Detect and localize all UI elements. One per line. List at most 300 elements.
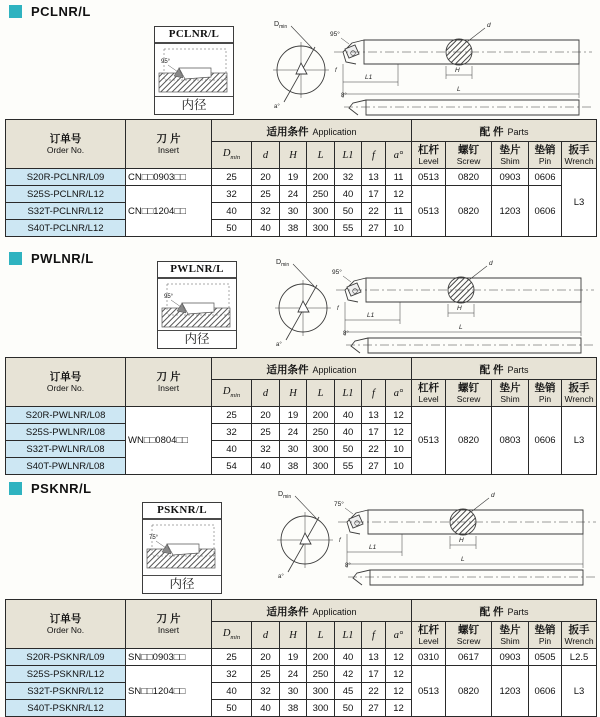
header-order-no-en: Order No. bbox=[46, 625, 85, 635]
header-dim-a: a° bbox=[386, 380, 412, 407]
value-cell: 24 bbox=[280, 666, 307, 683]
part-en: Wrench bbox=[564, 394, 594, 404]
drawing-holder bbox=[248, 254, 598, 354]
table-head bbox=[6, 600, 597, 649]
order-no-cell: S25S-PSKNR/L12 bbox=[6, 666, 126, 683]
value-cell: 22 bbox=[362, 203, 386, 220]
section-header bbox=[9, 251, 94, 266]
header-order-no bbox=[6, 358, 126, 407]
table-row bbox=[6, 186, 597, 203]
part-en: Pin bbox=[538, 394, 552, 404]
section-title: PWLNR/L bbox=[31, 251, 94, 266]
insert-application-diagram bbox=[158, 279, 234, 330]
value-cell: 12 bbox=[386, 424, 412, 441]
value-cell: 0606 bbox=[529, 186, 562, 237]
header-application-en: Application bbox=[312, 606, 357, 617]
l1-label: L1 bbox=[365, 74, 373, 81]
header-insert bbox=[126, 358, 212, 407]
header-row bbox=[6, 358, 597, 380]
header-dim-dmin: $D_{min}$ bbox=[212, 380, 252, 407]
value-cell: 13 bbox=[362, 169, 386, 186]
part-en: Level bbox=[418, 156, 439, 166]
value-cell: 11 bbox=[386, 203, 412, 220]
value-cell: 250 bbox=[307, 186, 335, 203]
insert-code-cell: CN□□1204□□ bbox=[126, 186, 212, 237]
value-cell: 32 bbox=[212, 186, 252, 203]
section-bullet-icon bbox=[9, 252, 22, 265]
value-cell: 1203 bbox=[492, 666, 529, 717]
part-en: Screw bbox=[456, 156, 481, 166]
value-cell: L3 bbox=[562, 407, 597, 475]
value-cell: 50 bbox=[335, 441, 362, 458]
value-cell: 55 bbox=[335, 220, 362, 237]
h-label: H bbox=[455, 67, 460, 74]
value-cell: 22 bbox=[362, 683, 386, 700]
diagram-box bbox=[154, 26, 234, 115]
header-part-level bbox=[412, 622, 446, 649]
order-no-cell: S20R-PCLNR/L09 bbox=[6, 169, 126, 186]
part-zh: 垫片 bbox=[499, 382, 521, 394]
value-cell: 38 bbox=[280, 700, 307, 717]
drawing-holder bbox=[246, 16, 596, 116]
header-dim-h: H bbox=[280, 142, 307, 169]
part-zh: 垫销 bbox=[534, 144, 556, 156]
value-cell: 40 bbox=[335, 407, 362, 424]
section-header bbox=[9, 481, 92, 496]
value-cell: 300 bbox=[307, 220, 335, 237]
part-en: Screw bbox=[456, 394, 481, 404]
value-cell: 200 bbox=[307, 407, 335, 424]
header-row bbox=[6, 120, 597, 142]
drawing-holder bbox=[250, 486, 600, 586]
value-cell: 50 bbox=[335, 700, 362, 717]
part-zh: 杠杆 bbox=[418, 624, 440, 636]
header-order-no-zh: 订单号 bbox=[49, 371, 82, 383]
part-zh: 垫销 bbox=[534, 382, 556, 394]
top-view bbox=[338, 498, 596, 568]
l1-label: L1 bbox=[369, 544, 377, 551]
h-label: H bbox=[459, 537, 464, 544]
value-cell: 25 bbox=[212, 169, 252, 186]
header-dim-l1: L1 bbox=[335, 142, 362, 169]
l1-label: L1 bbox=[367, 312, 375, 319]
value-cell: 0820 bbox=[446, 186, 492, 237]
section-bullet-icon bbox=[9, 482, 22, 495]
value-cell: 45 bbox=[335, 683, 362, 700]
value-cell: 0310 bbox=[412, 649, 446, 666]
table-head bbox=[6, 120, 597, 169]
header-insert-en: Insert bbox=[157, 625, 180, 635]
end-view bbox=[275, 264, 331, 340]
value-cell: 50 bbox=[335, 203, 362, 220]
header-application bbox=[212, 600, 412, 622]
header-parts bbox=[412, 600, 597, 622]
spec-table bbox=[5, 357, 597, 475]
order-no-cell: S32T-PSKNR/L12 bbox=[6, 683, 126, 700]
value-cell: 25 bbox=[252, 666, 280, 683]
value-cell: 13 bbox=[362, 407, 386, 424]
header-insert-zh: 刀 片 bbox=[156, 613, 181, 625]
value-cell: 32 bbox=[212, 666, 252, 683]
header-part-level bbox=[412, 142, 446, 169]
box-title: PWLNR/L bbox=[158, 262, 236, 279]
side-view bbox=[344, 100, 592, 115]
value-cell: 42 bbox=[335, 666, 362, 683]
box-title: PSKNR/L bbox=[143, 503, 221, 520]
value-cell: 200 bbox=[307, 169, 335, 186]
part-en: Shim bbox=[500, 636, 520, 646]
insert-code-cell: SN□□0903□□ bbox=[126, 649, 212, 666]
insert-application-diagram bbox=[155, 44, 231, 96]
side-angle-label: 8° bbox=[343, 331, 349, 337]
header-application bbox=[212, 358, 412, 380]
header-order-no-zh: 订单号 bbox=[49, 133, 82, 145]
header-part-shim bbox=[492, 142, 529, 169]
header-parts-en: Parts bbox=[507, 364, 529, 375]
side-angle-label: 8° bbox=[345, 563, 351, 569]
h-label: H bbox=[457, 305, 462, 312]
table-row bbox=[6, 649, 597, 666]
value-cell: 25 bbox=[212, 407, 252, 424]
end-angle-label: a° bbox=[276, 342, 282, 348]
order-no-cell: S40T-PCLNR/L12 bbox=[6, 220, 126, 237]
header-application-zh: 适用条件 bbox=[266, 363, 309, 376]
dmin-label: $D_{min}$ bbox=[278, 491, 292, 500]
part-zh: 螺钉 bbox=[458, 382, 480, 394]
table-body bbox=[6, 169, 597, 237]
value-cell: 40 bbox=[252, 458, 280, 475]
header-part-level bbox=[412, 380, 446, 407]
value-cell: 20 bbox=[252, 169, 280, 186]
part-zh: 垫片 bbox=[499, 624, 521, 636]
value-cell: 55 bbox=[335, 458, 362, 475]
box-canvas bbox=[158, 279, 236, 330]
order-no-cell: S25S-PWLNR/L08 bbox=[6, 424, 126, 441]
boring-bar-drawing bbox=[250, 486, 600, 586]
table-head bbox=[6, 358, 597, 407]
value-cell: 200 bbox=[307, 649, 335, 666]
header-part-wrench bbox=[562, 380, 597, 407]
value-cell: 32 bbox=[252, 203, 280, 220]
value-cell: 17 bbox=[362, 666, 386, 683]
insert-code-cell: SN□□1204□□ bbox=[126, 666, 212, 717]
value-cell: 12 bbox=[386, 649, 412, 666]
header-insert bbox=[126, 120, 212, 169]
value-cell: 10 bbox=[386, 458, 412, 475]
diagram-box bbox=[142, 502, 222, 594]
value-cell: 50 bbox=[212, 220, 252, 237]
value-cell: L3 bbox=[562, 169, 597, 237]
header-part-pin bbox=[529, 622, 562, 649]
value-cell: 300 bbox=[307, 700, 335, 717]
value-cell: 38 bbox=[280, 458, 307, 475]
header-dim-f: f bbox=[362, 622, 386, 649]
box-angle-label: 95° bbox=[164, 294, 174, 300]
value-cell: 27 bbox=[362, 220, 386, 237]
value-cell: 0903 bbox=[492, 169, 529, 186]
value-cell: 12 bbox=[386, 186, 412, 203]
value-cell: 12 bbox=[386, 666, 412, 683]
value-cell: 17 bbox=[362, 186, 386, 203]
header-order-no-en: Order No. bbox=[46, 383, 85, 393]
value-cell: 32 bbox=[252, 441, 280, 458]
value-cell: 40 bbox=[212, 441, 252, 458]
f-label: f bbox=[339, 538, 341, 544]
header-order-no bbox=[6, 600, 126, 649]
order-no-cell: S40T-PSKNR/L12 bbox=[6, 700, 126, 717]
order-no-cell: S20R-PSKNR/L09 bbox=[6, 649, 126, 666]
header-parts-en: Parts bbox=[507, 126, 529, 137]
value-cell: 1203 bbox=[492, 186, 529, 237]
header-dim-d: d bbox=[252, 380, 280, 407]
part-en: Wrench bbox=[564, 636, 594, 646]
part-en: Screw bbox=[456, 636, 481, 646]
header-parts-zh: 配 件 bbox=[479, 363, 504, 376]
f-label: f bbox=[337, 306, 339, 312]
value-cell: 25 bbox=[252, 424, 280, 441]
section-title: PSKNR/L bbox=[31, 481, 92, 496]
header-part-screw bbox=[446, 380, 492, 407]
value-cell: 32 bbox=[252, 683, 280, 700]
value-cell: 25 bbox=[252, 186, 280, 203]
header-dim-dmin: $D_{min}$ bbox=[212, 142, 252, 169]
value-cell: 12 bbox=[386, 683, 412, 700]
diagram-box bbox=[157, 261, 237, 349]
value-cell: 300 bbox=[307, 683, 335, 700]
l-label: L bbox=[457, 86, 461, 93]
box-angle-label: 95° bbox=[161, 59, 171, 65]
value-cell: 40 bbox=[335, 649, 362, 666]
dmin-label: $D_{min}$ bbox=[274, 21, 288, 30]
value-cell: 40 bbox=[212, 683, 252, 700]
header-insert-en: Insert bbox=[157, 383, 180, 393]
value-cell: 11 bbox=[386, 169, 412, 186]
box-canvas bbox=[143, 520, 221, 575]
box-canvas bbox=[155, 44, 233, 96]
value-cell: 300 bbox=[307, 203, 335, 220]
header-insert bbox=[126, 600, 212, 649]
part-zh: 垫销 bbox=[534, 624, 556, 636]
value-cell: 30 bbox=[280, 683, 307, 700]
value-cell: 300 bbox=[307, 458, 335, 475]
boring-bar-drawing bbox=[246, 16, 596, 116]
header-dim-l: L bbox=[307, 380, 335, 407]
header-part-screw bbox=[446, 622, 492, 649]
insert-code-cell: CN□□0903□□ bbox=[126, 169, 212, 186]
header-insert-zh: 刀 片 bbox=[156, 133, 181, 145]
section-header bbox=[9, 4, 91, 19]
header-part-pin bbox=[529, 142, 562, 169]
value-cell: 10 bbox=[386, 441, 412, 458]
value-cell: 40 bbox=[252, 700, 280, 717]
table-body bbox=[6, 407, 597, 475]
value-cell: 19 bbox=[280, 407, 307, 424]
top-view bbox=[336, 266, 594, 336]
order-no-cell: S32T-PCLNR/L12 bbox=[6, 203, 126, 220]
value-cell: 27 bbox=[362, 700, 386, 717]
f-label: f bbox=[335, 68, 337, 74]
part-zh: 杠杆 bbox=[418, 382, 440, 394]
header-parts bbox=[412, 358, 597, 380]
header-parts-zh: 配 件 bbox=[479, 125, 504, 138]
header-dim-l1: L1 bbox=[335, 622, 362, 649]
value-cell: 0803 bbox=[492, 407, 529, 475]
order-no-cell: S25S-PCLNR/L12 bbox=[6, 186, 126, 203]
value-cell: 0820 bbox=[446, 407, 492, 475]
header-dim-f: f bbox=[362, 380, 386, 407]
header-dim-a: a° bbox=[386, 142, 412, 169]
header-application-zh: 适用条件 bbox=[266, 125, 309, 138]
d-label: d bbox=[491, 492, 495, 499]
value-cell: 0606 bbox=[529, 407, 562, 475]
part-en: Shim bbox=[500, 156, 520, 166]
table-row bbox=[6, 407, 597, 424]
section-bullet-icon bbox=[9, 5, 22, 18]
tip-angle-label: 95° bbox=[332, 269, 342, 276]
value-cell: 0820 bbox=[446, 666, 492, 717]
header-order-no-en: Order No. bbox=[46, 145, 85, 155]
part-en: Pin bbox=[538, 156, 552, 166]
value-cell: 40 bbox=[335, 186, 362, 203]
value-cell: 250 bbox=[307, 424, 335, 441]
header-parts-en: Parts bbox=[507, 606, 529, 617]
value-cell: 12 bbox=[386, 700, 412, 717]
end-angle-label: a° bbox=[274, 104, 280, 110]
value-cell: 300 bbox=[307, 441, 335, 458]
box-angle-label: 75° bbox=[149, 535, 159, 541]
value-cell: 38 bbox=[280, 220, 307, 237]
l-label: L bbox=[461, 556, 465, 563]
order-no-cell: S20R-PWLNR/L08 bbox=[6, 407, 126, 424]
header-part-shim bbox=[492, 380, 529, 407]
d-label: d bbox=[489, 260, 493, 267]
header-insert-en: Insert bbox=[157, 145, 180, 155]
value-cell: 32 bbox=[212, 424, 252, 441]
end-view bbox=[273, 26, 329, 102]
value-cell: 54 bbox=[212, 458, 252, 475]
header-dim-h: H bbox=[280, 380, 307, 407]
value-cell: 17 bbox=[362, 424, 386, 441]
value-cell: 30 bbox=[280, 203, 307, 220]
value-cell: 0820 bbox=[446, 169, 492, 186]
box-footer: 内径 bbox=[158, 330, 236, 348]
value-cell: 30 bbox=[280, 441, 307, 458]
part-en: Shim bbox=[500, 394, 520, 404]
header-part-wrench bbox=[562, 622, 597, 649]
order-no-cell: S32T-PWLNR/L08 bbox=[6, 441, 126, 458]
header-part-wrench bbox=[562, 142, 597, 169]
value-cell: 20 bbox=[252, 407, 280, 424]
header-order-no-zh: 订单号 bbox=[49, 613, 82, 625]
insert-code-cell: WN□□0804□□ bbox=[126, 407, 212, 475]
header-application bbox=[212, 120, 412, 142]
section-pwlnr bbox=[0, 248, 600, 478]
value-cell: 40 bbox=[335, 424, 362, 441]
value-cell: 12 bbox=[386, 407, 412, 424]
header-dim-l1: L1 bbox=[335, 380, 362, 407]
header-dim-dmin: $D_{min}$ bbox=[212, 622, 252, 649]
value-cell: 0513 bbox=[412, 186, 446, 237]
value-cell: 0617 bbox=[446, 649, 492, 666]
value-cell: 24 bbox=[280, 186, 307, 203]
header-dim-a: a° bbox=[386, 622, 412, 649]
header-order-no bbox=[6, 120, 126, 169]
header-dim-f: f bbox=[362, 142, 386, 169]
part-en: Level bbox=[418, 394, 439, 404]
value-cell: 13 bbox=[362, 649, 386, 666]
d-label: d bbox=[487, 22, 491, 29]
header-part-shim bbox=[492, 622, 529, 649]
table-body bbox=[6, 649, 597, 717]
section-pclnr bbox=[0, 0, 600, 248]
value-cell: 0606 bbox=[529, 169, 562, 186]
dmin-label: $D_{min}$ bbox=[276, 259, 290, 268]
part-zh: 螺钉 bbox=[458, 624, 480, 636]
table-row bbox=[6, 169, 597, 186]
value-cell: 20 bbox=[252, 649, 280, 666]
spec-table bbox=[5, 599, 597, 717]
value-cell: 0513 bbox=[412, 169, 446, 186]
top-view bbox=[334, 28, 592, 98]
box-footer: 内径 bbox=[143, 575, 221, 593]
header-application-en: Application bbox=[312, 364, 357, 375]
value-cell: L3 bbox=[562, 666, 597, 717]
header-application-zh: 适用条件 bbox=[266, 605, 309, 618]
header-parts-zh: 配 件 bbox=[479, 605, 504, 618]
side-angle-label: 8° bbox=[341, 93, 347, 99]
part-en: Wrench bbox=[564, 156, 594, 166]
header-dim-l: L bbox=[307, 142, 335, 169]
header-application-en: Application bbox=[312, 126, 357, 137]
value-cell: 40 bbox=[212, 203, 252, 220]
header-part-pin bbox=[529, 380, 562, 407]
header-dim-h: H bbox=[280, 622, 307, 649]
section-psknr bbox=[0, 478, 600, 713]
tip-angle-label: 95° bbox=[330, 31, 340, 38]
value-cell: 40 bbox=[252, 220, 280, 237]
value-cell: L2.5 bbox=[562, 649, 597, 666]
header-insert-zh: 刀 片 bbox=[156, 371, 181, 383]
value-cell: 10 bbox=[386, 220, 412, 237]
end-view bbox=[277, 496, 333, 572]
value-cell: 250 bbox=[307, 666, 335, 683]
header-parts bbox=[412, 120, 597, 142]
boring-bar-drawing bbox=[248, 254, 598, 354]
box-title: PCLNR/L bbox=[155, 27, 233, 44]
value-cell: 24 bbox=[280, 424, 307, 441]
value-cell: 50 bbox=[212, 700, 252, 717]
side-view bbox=[346, 338, 594, 353]
value-cell: 0513 bbox=[412, 666, 446, 717]
box-footer: 内径 bbox=[155, 96, 233, 114]
value-cell: 32 bbox=[335, 169, 362, 186]
part-zh: 垫片 bbox=[499, 144, 521, 156]
side-view bbox=[348, 570, 596, 585]
value-cell: 25 bbox=[212, 649, 252, 666]
header-part-screw bbox=[446, 142, 492, 169]
part-zh: 杠杆 bbox=[418, 144, 440, 156]
value-cell: 0505 bbox=[529, 649, 562, 666]
insert-application-diagram bbox=[143, 520, 219, 572]
part-zh: 扳手 bbox=[568, 382, 590, 394]
part-zh: 扳手 bbox=[568, 624, 590, 636]
value-cell: 27 bbox=[362, 458, 386, 475]
section-title: PCLNR/L bbox=[31, 4, 91, 19]
value-cell: 19 bbox=[280, 649, 307, 666]
value-cell: 19 bbox=[280, 169, 307, 186]
table-row bbox=[6, 666, 597, 683]
value-cell: 22 bbox=[362, 441, 386, 458]
